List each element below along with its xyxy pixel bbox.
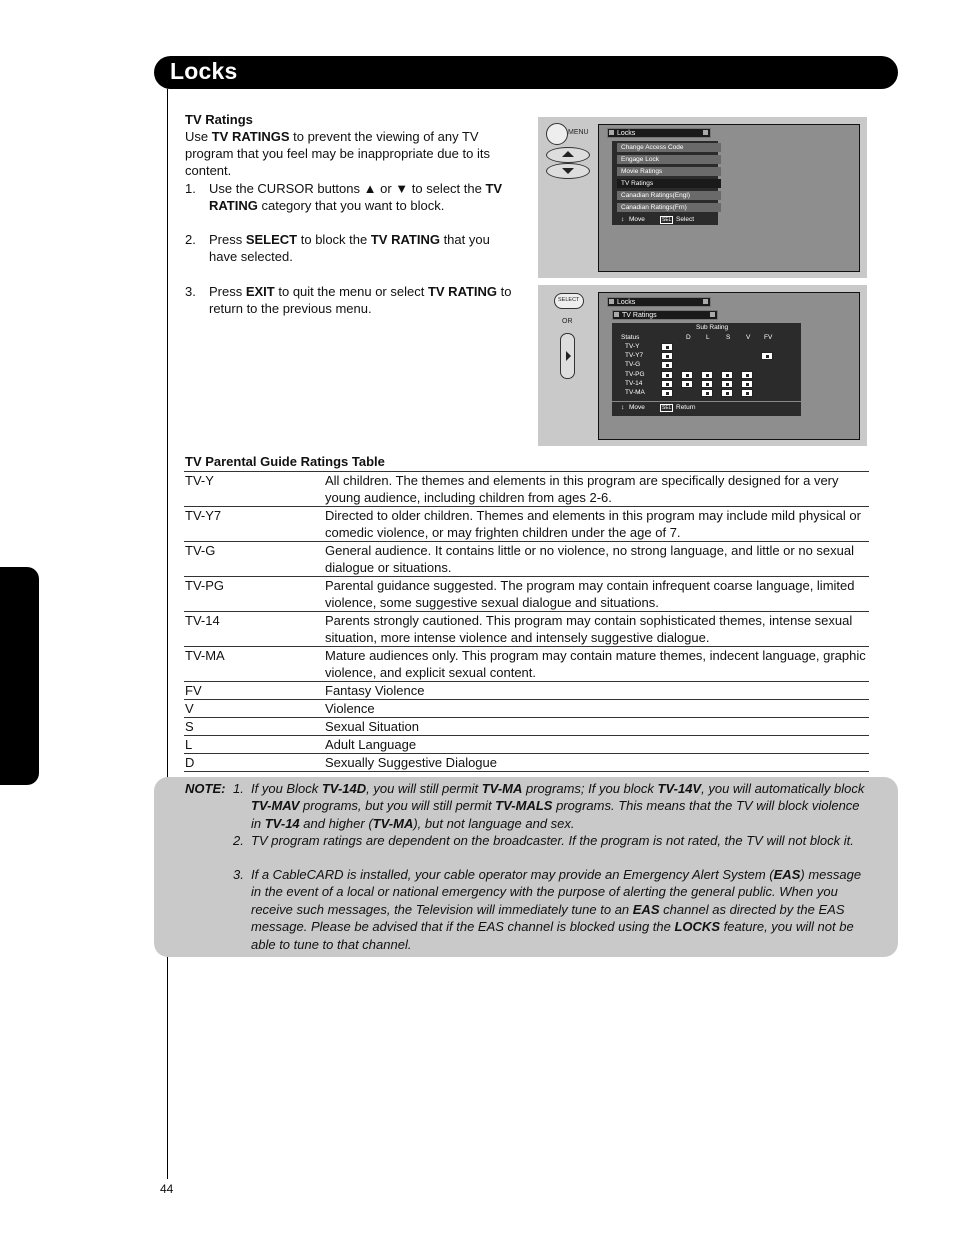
- col-fv: FV: [764, 334, 773, 341]
- menu-button-icon: [546, 123, 568, 145]
- lock-icon[interactable]: [701, 380, 713, 388]
- menu-item-tv-ratings[interactable]: TV Ratings: [617, 179, 721, 188]
- lock-icon[interactable]: [741, 371, 753, 379]
- page-title: Locks: [170, 58, 238, 84]
- margin-rule: [167, 89, 168, 1179]
- table-row: [184, 472, 869, 507]
- lock-icon[interactable]: [761, 352, 773, 360]
- rating-description: Sexually Suggestive Dialogue: [324, 754, 869, 772]
- menu-item-canadian-ratings-engl[interactable]: Canadian Ratings(Engl): [617, 191, 721, 200]
- rating-code: L: [184, 736, 324, 754]
- locks-title-bar: Locks: [607, 297, 711, 307]
- row-tv-y: TV-Y: [625, 343, 640, 350]
- rating-code: S: [184, 718, 324, 736]
- status-header: Status: [621, 334, 640, 341]
- rating-code: TV-MA: [184, 647, 324, 682]
- table-row: [184, 682, 869, 700]
- rating-description: Violence: [324, 700, 869, 718]
- col-l: L: [706, 334, 710, 341]
- col-v: V: [746, 334, 751, 341]
- table-row: [184, 754, 869, 772]
- menu-item-engage-lock[interactable]: Engage Lock: [617, 155, 721, 164]
- lock-icon[interactable]: [661, 371, 673, 379]
- lock-icon[interactable]: [661, 361, 673, 369]
- menu-item-change-access-code[interactable]: Change Access Code: [617, 143, 721, 152]
- note-label: NOTE:: [185, 781, 226, 796]
- tv-screen-tv-ratings: [598, 292, 860, 440]
- step-text: Press SELECT to block the TV RATING that you have selected.: [209, 232, 490, 264]
- lock-icon[interactable]: [721, 380, 733, 388]
- menu-button-label: MENU: [568, 129, 589, 136]
- note-text: TV program ratings are dependent on the broadcaster. If the program is not rated, the TV will not block it.: [251, 833, 854, 848]
- header-bar: [154, 56, 898, 89]
- rating-description: All children. The themes and elements in this program are specifically designed for a very young audience, including children from ages 2-6.: [324, 472, 869, 507]
- section-title: TV Ratings: [185, 112, 253, 127]
- step-number: 2.: [185, 232, 196, 247]
- lock-icon[interactable]: [701, 389, 713, 397]
- table-row: [184, 736, 869, 754]
- rating-code: TV-G: [184, 542, 324, 577]
- rating-description: General audience. It contains little or no violence, no strong language, and little or no sexual dialogue or situations.: [324, 542, 869, 577]
- ratings-grid-box: [612, 323, 801, 416]
- step-text: Press EXIT to quit the menu or select TV RATING to return to the previous menu.: [209, 284, 512, 316]
- sub-rating-header: Sub Rating: [696, 324, 729, 331]
- divider: [612, 401, 801, 402]
- rating-code: FV: [184, 682, 324, 700]
- hint-move: Move: [629, 404, 645, 411]
- step-number: 1.: [185, 181, 196, 196]
- rating-code: D: [184, 754, 324, 772]
- rating-code: TV-Y: [184, 472, 324, 507]
- lock-icon[interactable]: [661, 343, 673, 351]
- row-tv-g: TV-G: [625, 361, 641, 368]
- rating-description: Parents strongly cautioned. This program may contain sophisticated themes, intense sexual situation, more intense violence and intensely suggestive dialogue.: [324, 612, 869, 647]
- hint-move: Move: [629, 216, 645, 223]
- row-tv-pg: TV-PG: [625, 371, 645, 378]
- or-label: OR: [562, 318, 573, 325]
- rating-description: Directed to older children. Themes and elements in this program may include mild physical or comedic violence, or may frighten children under the age of 7.: [324, 507, 869, 542]
- lock-icon[interactable]: [681, 380, 693, 388]
- col-s: S: [726, 334, 731, 341]
- note-text: If a CableCARD is installed, your cable operator may provide an Emergency Alert System (EAS) message in the event of a local or national emergency with the purpose of alerting the general public. When you receive such messages, the Television will immediately tune to an EAS channel as directed by the EAS message. Please be advised that if the EAS channel is blocked using the LOCKS feature, you will not be able to tune to that channel.: [251, 867, 862, 952]
- table-row: [184, 718, 869, 736]
- page-number: 44: [160, 1182, 174, 1196]
- rating-description: Parental guidance suggested. The program may contain infrequent coarse language, limited violence, some suggestive sexual dialogue and situations.: [324, 577, 869, 612]
- table-row: [184, 507, 869, 542]
- rating-description: Adult Language: [324, 736, 869, 754]
- lock-icon[interactable]: [741, 380, 753, 388]
- table-row: [184, 647, 869, 682]
- rating-code: TV-14: [184, 612, 324, 647]
- lock-icon[interactable]: [661, 389, 673, 397]
- intro-paragraph: Use TV RATINGS to prevent the viewing of any TV program that you feel may be inappropriate due to its content.: [185, 129, 490, 178]
- row-tv-ma: TV-MA: [625, 389, 645, 396]
- rating-code: TV-Y7: [184, 507, 324, 542]
- rating-code: V: [184, 700, 324, 718]
- rating-code: TV-PG: [184, 577, 324, 612]
- cursor-up-icon: [546, 147, 590, 163]
- table-row: [184, 700, 869, 718]
- note-number: 3.: [233, 867, 244, 882]
- ratings-table: [184, 471, 869, 772]
- sel-key-icon: SEL: [662, 405, 672, 411]
- select-button-label: SELECT: [558, 297, 580, 303]
- rating-description: Mature audiences only. This program may contain mature themes, indecent language, graphic violence, and explicit sexual content.: [324, 647, 869, 682]
- note-text: If you Block TV-14D, you will still permit TV-MA programs; If you block TV-14V, you will automatically block TV-MAV programs, but you will still permit TV-MALS programs. This means that the TV will block violence in TV-14 and higher (TV-MA), but not language and sex.: [251, 781, 865, 831]
- rating-description: Sexual Situation: [324, 718, 869, 736]
- up-down-icon: ↕: [621, 216, 625, 223]
- step-number: 3.: [185, 284, 196, 299]
- side-tab: [0, 567, 39, 785]
- step-text: Use the CURSOR buttons ▲ or ▼ to select the TV RATING category that you want to block.: [209, 181, 503, 213]
- lock-icon[interactable]: [661, 380, 673, 388]
- tv-screen-locks-menu: [598, 124, 860, 272]
- tv-ratings-sub-bar: TV Ratings: [612, 310, 718, 320]
- cursor-right-icon: [560, 333, 575, 379]
- note-number: 1.: [233, 781, 244, 796]
- locks-title-bar: Locks: [607, 128, 711, 138]
- row-tv-y7: TV-Y7: [625, 352, 644, 359]
- hint-return: Return: [676, 404, 696, 411]
- table-title: TV Parental Guide Ratings Table: [185, 454, 385, 469]
- lock-icon[interactable]: [681, 371, 693, 379]
- table-row: [184, 577, 869, 612]
- menu-item-canadian-ratings-frn[interactable]: Canadian Ratings(Frn): [617, 203, 721, 212]
- up-down-icon: ↕: [621, 404, 625, 411]
- lock-icon[interactable]: [661, 352, 673, 360]
- sel-key-icon: SEL: [662, 217, 672, 223]
- hint-select: Select: [676, 216, 695, 223]
- col-d: D: [686, 334, 691, 341]
- note-number: 2.: [233, 833, 244, 848]
- table-row: [184, 612, 869, 647]
- rating-description: Fantasy Violence: [324, 682, 869, 700]
- lock-icon[interactable]: [741, 389, 753, 397]
- table-row: [184, 542, 869, 577]
- row-tv-14: TV-14: [625, 380, 643, 387]
- lock-icon[interactable]: [721, 389, 733, 397]
- locks-menu-box: [612, 141, 718, 225]
- lock-icon[interactable]: [701, 371, 713, 379]
- lock-icon[interactable]: [721, 371, 733, 379]
- menu-item-movie-ratings[interactable]: Movie Ratings: [617, 167, 721, 176]
- cursor-down-icon: [546, 163, 590, 179]
